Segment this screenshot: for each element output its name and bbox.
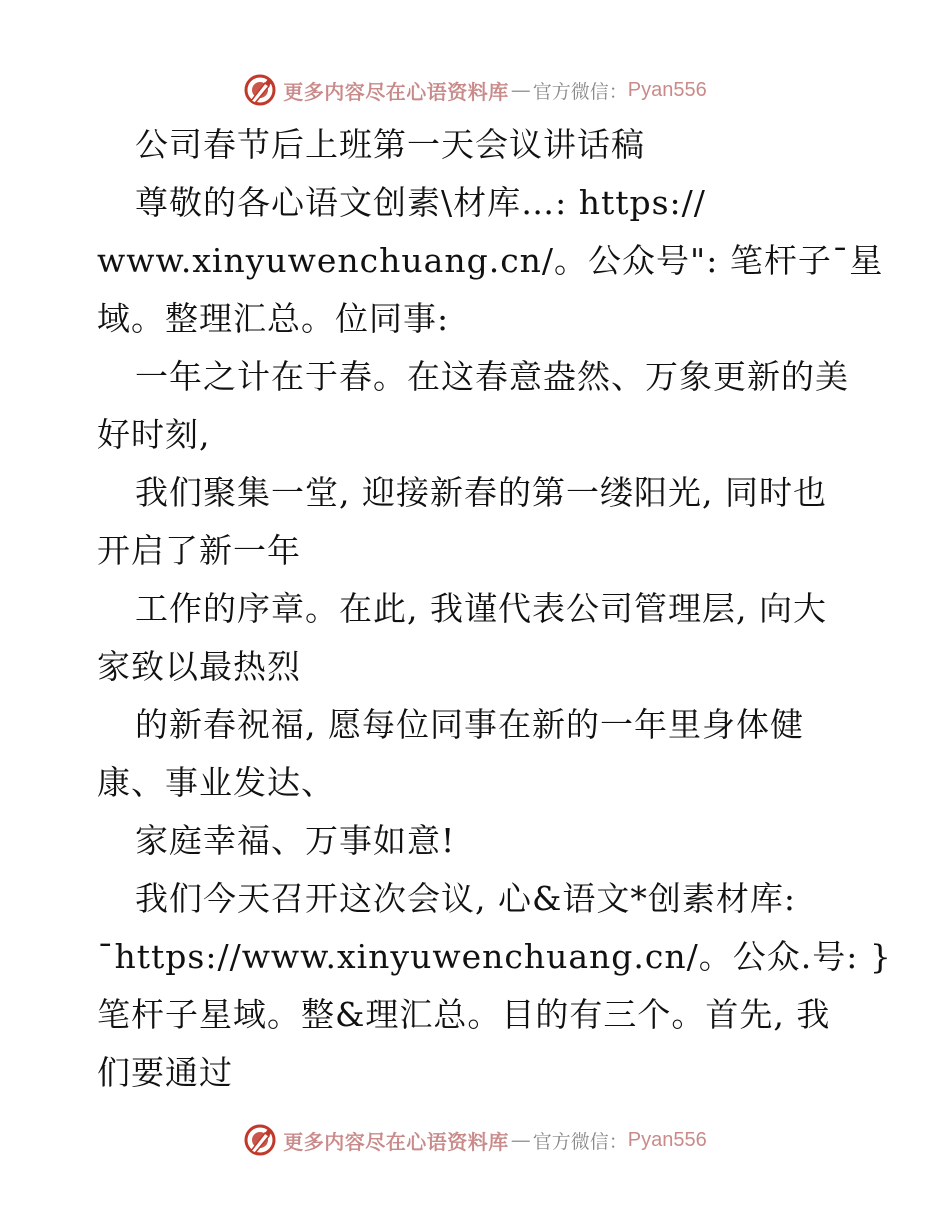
paragraph-line: 我们聚集一堂, 迎接新春的第一缕阳光, 同时也 [135, 473, 827, 512]
header-banner-dash: — [510, 78, 531, 102]
paragraph-line: 域。整理汇总。位同事: [97, 299, 450, 338]
paragraph-line: 好时刻, [97, 415, 211, 454]
paragraph-line: 尊敬的各心语文创素\材库…: https:// [135, 183, 706, 222]
footer-banner [0, 1120, 950, 1160]
paragraph-line: 开启了新一年 [97, 531, 301, 570]
header-banner-wechat-id: Pyan556 [627, 78, 707, 101]
header-banner-text: 更多内容尽在心语资料库 [283, 79, 509, 104]
paragraph-line: 笔杆子星域。整&理汇总。目的有三个。首先, 我 [97, 995, 831, 1034]
pen-logo-icon [243, 73, 277, 107]
footer-banner-dash: — [510, 1128, 531, 1152]
header-banner [0, 70, 950, 110]
paragraph-line: 的新春祝福, 愿每位同事在新的一年里身体健 [135, 705, 804, 744]
paragraph-line: www.xinyuwenchuang.cn/。公众号": 笔杆子¯星 [97, 241, 884, 280]
paragraph-line: 我们今天召开这次会议, 心&语文*创素材库: [135, 879, 796, 918]
paragraph-line: 家庭幸福、万事如意! [135, 821, 456, 860]
header-banner-label: 官方微信： [532, 80, 628, 103]
paragraph-line: 康、事业发达、 [97, 763, 335, 802]
pen-logo-icon [243, 1123, 277, 1157]
document-body [97, 116, 892, 1102]
paragraph-line: ¯https://www.xinyuwenchuang.cn/。公众.号: } [97, 937, 892, 976]
paragraph-line: 一年之计在于春。在这春意盎然、万象更新的美 [135, 357, 849, 396]
footer-banner-text: 更多内容尽在心语资料库 [283, 1129, 509, 1154]
paragraph-line: 工作的序章。在此, 我谨代表公司管理层, 向大 [135, 589, 827, 628]
document-title: 公司春节后上班第一天会议讲话稿 [135, 125, 645, 164]
paragraph-line: 们要通过 [97, 1053, 233, 1092]
paragraph-line: 家致以最热烈 [97, 647, 301, 686]
footer-banner-wechat-id: Pyan556 [627, 1128, 707, 1151]
footer-banner-label: 官方微信： [532, 1130, 628, 1153]
